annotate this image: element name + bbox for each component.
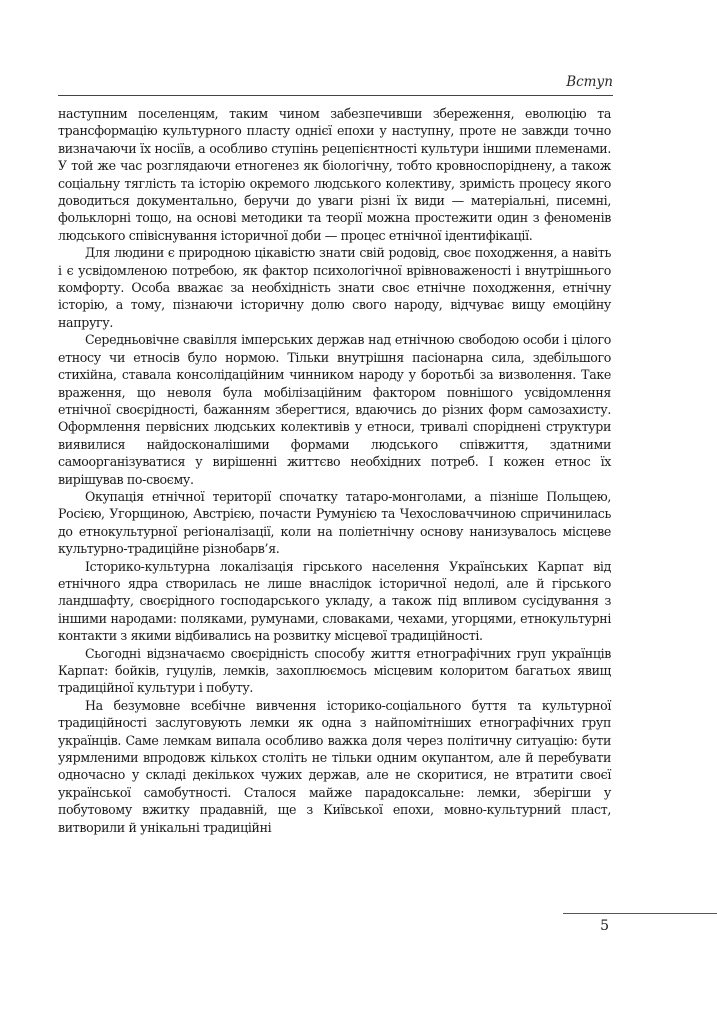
paragraph-7: На безумовне всебічне вивчення історико-соціального буття та культурної традиційності заслуговують лемки як одна з найпомітніших етнографічних груп українців. Саме лемкам випала особливо важка доля через політичну ситуацію: бути уярмленими впродовж кількох століть не тільки одним окупантом, але й перебувати одночасно у складі декількох чужих держав, але не скоритися, не втратити своєї української самобутності. Сталося майже парадоксальне: лемки, зберігши у побутовому вжитку прадавній, ще з Київської епохи, мовно-культурний пласт, витворили й унікальні традиційні (58, 697, 611, 835)
paragraph-4: Окупація етнічної території спочатку татаро-монголами, а пізніше Польщею, Росією, Угорщиною, Австрією, почасти Румунією та Чехословаччиною спричинилась до етнокультурної регіоналізації, коли на поліетнічну основу нанизувалось місцеве культурно-традиційне різнобарв’я. (58, 488, 611, 557)
paragraph-1: наступним поселенцям, таким чином забезпечивши збереження, еволюцію та трансформацію культурного пласту однієї епохи у наступну, проте не завжди точно визначаючи їх носіїв, а особливо ступінь рецепієнтності культури іншими племенами. У той же час розглядаючи етногенез як біологічну, тобто кровноспоріднену, а також соціальну тяглість та історію окремого людського колективу, зримість процесу якого доводиться документально, беручи до уваги різні їх види — матеріальні, писемні, фольклорні тощо, на основі методики та теорії можна простежити один з феноменів людського співіснування історичної доби — процес етнічної ідентифікації. (58, 106, 611, 243)
page-number: 5 (600, 918, 609, 934)
paragraph-3: Середньовічне свавілля імперських держав над етнічною свободою особи і цілого етносу чи етносів було нормою. Тільки внутрішня пасіонарна сила, здебільшого стихійна, ставала консолідаційним чинником народу у боротьбі за визволення. Таке враження, що неволя була мобілізаційним фактором повнішого усвідомлення етнічної своєрідності, бажанням зберегтися, вдаючись до різних форм самозахисту. Оформлення первісних людських колективів у етноси, тривалі споріднені структури виявилися найдосконалішими формами людського співжиття, здатними самоорганізуватися у вирішенні життєво необхідних потреб. І кожен етнос їх вирішував по-своєму. (58, 332, 611, 487)
footer-rule (563, 913, 717, 914)
running-head-title: Вступ (566, 74, 613, 90)
body-text (58, 105, 611, 836)
paragraph-2: Для людини є природною цікавістю знати свій родовід, своє походження, а навіть і є усвідомленою потребою, як фактор психологічної врівноваженості і внутрішнього комфорту. Особа вважає за необхідність знати своє етнічне походження, етнічну історію, а тому, пізнаючи історичну долю свого народу, відчуває вищу емоційну напругу. (58, 245, 611, 330)
paragraph-5: Історико-культурна локалізація гірського населення Українських Карпат від етнічного ядра створилась не лише внаслідок історичної недолі, але й гірського ландшафту, своєрідного господарського укладу, а також під впливом сусідування з іншими народами: поляками, румунами, словаками, чехами, угорцями, етнокультурні контакти з якими відбивались на розвитку місцевої традиційності. (58, 558, 611, 644)
header-rule (58, 95, 613, 96)
paragraph-6: Сьогодні відзначаємо своєрідність способу життя етнографічних груп українців Карпат: бойків, гуцулів, лемків, захоплюємось місцевим колоритом багатьох явищ традиційної культури і побуту. (58, 645, 611, 696)
